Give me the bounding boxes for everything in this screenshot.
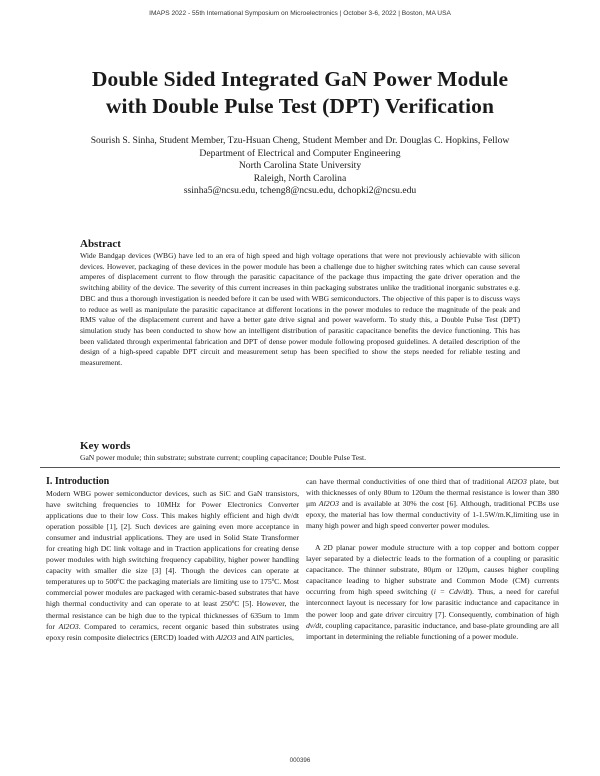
- title-line-2: with Double Pulse Test (DPT) Verification: [105, 94, 495, 118]
- keywords-heading: Key words: [80, 440, 131, 452]
- keywords-text: GaN power module; thin substrate; substrate current; coupling capacitance; Double Pulse Test.: [80, 453, 367, 462]
- author-names: Sourish S. Sinha, Student Member, Tzu-Hsuan Cheng, Student Member and Dr. Douglas C. Hopkins, Fellow: [90, 135, 510, 146]
- right-column: [306, 476, 559, 642]
- conference-header: IMAPS 2022 - 55th International Symposium on Microelectronics | October 3-6, 2022 | Boston, MA USA: [149, 10, 451, 17]
- author-department: Department of Electrical and Computer Engineering: [199, 147, 401, 159]
- author-emails: ssinha5@ncsu.edu, tcheng8@ncsu.edu, dchopki2@ncsu.edu: [183, 185, 417, 197]
- section-divider: [40, 467, 560, 468]
- title-line-1: Double Sided Integrated GaN Power Module: [91, 67, 509, 91]
- left-column: [46, 476, 299, 643]
- intro-paragraph-2: A 2D planar power module structure with a top copper and bottom copper layer separated by a dielectric leads to the formation of a coupling or parasitic capacitance. The thinner substrate, 80μm or 120μm, causes higher coupling capacitance leading to higher substrate and Common Mode (CM) currents occurring from high speed switching (i = Cdv/dt). Thus, a need for careful interconnect layout is necessary for low parasitic inductance and capacitance in the power loop and gate driver circuitry [7]. Consequently, combination of high dv/dt, coupling capacitance, parasitic inductance, and base-plate grounding are all important in determining the reliable functioning of a power module.: [306, 543, 559, 641]
- page-number: 000396: [289, 757, 311, 764]
- keywords-section: [80, 440, 520, 464]
- intro-heading: I. Introduction: [46, 476, 110, 487]
- author-block: [40, 135, 560, 198]
- abstract-section: [80, 238, 520, 369]
- intro-paragraph-1: Modern WBG power semiconductor devices, such as SiC and GaN transistors, have switching frequencies to 10MHz for Power Electronics Converter applications due to their low Coss. This makes highly efficient and high dv/dt operation possible [1], [2]. Such devices are gaining even more acceptance in consumer and industrial applications. They are used in Solid State Transformer for creating high DC link voltage and in Traction applications for creating dense power modules with high switching frequency capability, higher power handling capacity with smaller die size [3] [4]. Though the devices can operate at temperatures up to 500ºC the packaging materials are limiting use to 175ºC. Most commercial power modules are packaged with ceramic-based substrates that have high thermal conductivity and can operate to at least 250ºC [5]. However, the thermal resistance can be high due to the typical thicknesses of 635um to 1mm for Al2O3. Compared to ceramics, recent organic based thin substrates using epoxy resin composite dielectrics (ERCD) loaded with Al2O3 and AlN particles,: [46, 489, 299, 642]
- author-location: Raleigh, North Carolina: [253, 172, 347, 184]
- abstract-text: Wide Bandgap devices (WBG) have led to an era of high speed and high voltage operations that were not previously achievable with silicon devices. However, packaging of these devices in the power module has been a challenge due to higher switching rates which can cause several amperes of displacement current to flow through the parasitic capacitance of the package thus impacting the gate driver operation and the switching ability of the device. The severity of this current increases in thin packaging substrates unlike the traditional inorganic substrates e.g. DBC and thus a thorough investigation is needed before it can be used with WBG semiconductors. The objective of this paper is to discuss ways to reduce as well as manipulate the parasitic capacitance at different locations in the power modules to reduce the magnitude of the peak and RMS value of the displacement current and have a better gate drive signal and power waveform. To study this, a Double Pulse Test (DPT) simulation study has been conducted to show how an intelligent distribution of parasitic capacitance benefits the device functioning. This has been validated through experimental fabrication and DPT of dense power module following proposed guidelines. A detailed description of the design of a high-speed capable DPT circuit and measurement setup has been specified to show the steps needed for reliable testing and measurement.: [80, 251, 520, 368]
- paper-title: [40, 66, 560, 120]
- author-university: North Carolina State University: [238, 160, 362, 172]
- abstract-heading: Abstract: [80, 238, 121, 250]
- intro-paragraph-1-cont: can have thermal conductivities of one third that of traditional Al2O3 plate, but with thicknesses of only 80um to 120um the thermal resistance is lower than 380 μm Al2O3 and is available at 30% the cost [6]. Although, traditional PCBs use epoxy, the material has low thermal conductivity of 1-1.5W/m.K,limiting use in many high power and high speed converter power modules.: [306, 477, 559, 531]
